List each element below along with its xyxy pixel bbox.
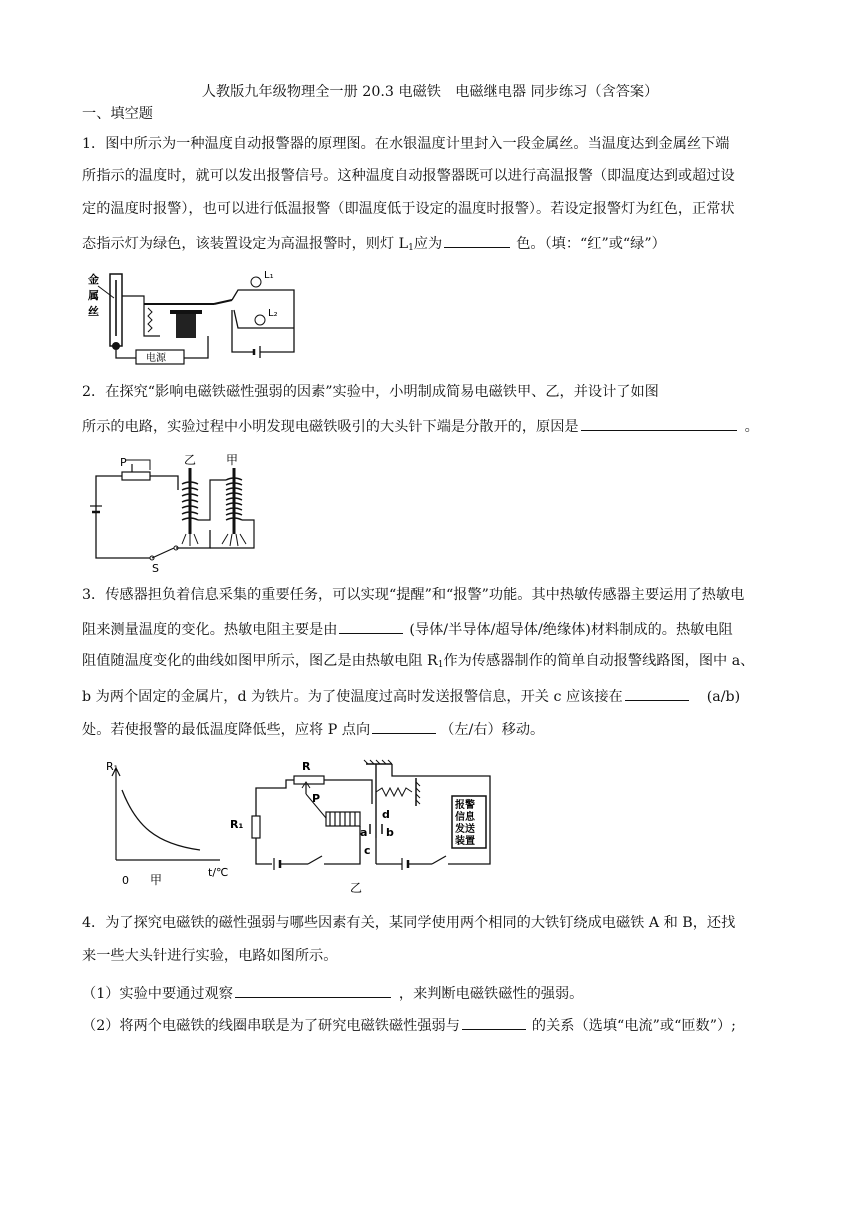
q3-text: (a/b) xyxy=(706,689,741,705)
q3-subscript: 1 xyxy=(437,660,444,670)
q2-text: 。 xyxy=(744,419,759,435)
q4-text: ，来判断电磁铁磁性的强弱。 xyxy=(398,986,584,1002)
q1-fig-label: L₁ xyxy=(264,270,274,281)
q3-text: 阻来测量温度的变化。热敏电阻主要是由 xyxy=(82,622,338,638)
q1-fig-label: L₂ xyxy=(268,308,278,319)
q1-line-1: 1．图中所示为一种温度自动报警器的原理图。在水银温度计里封入一段金属丝。当温度达到金属丝下端 xyxy=(82,136,730,152)
q3-text: （左/右）移动。 xyxy=(440,722,545,738)
q4-line-2: 来一些大头针进行实验，电路如图所示。 xyxy=(82,948,338,964)
q3-axis-y-label: R₁ xyxy=(106,760,119,773)
q3-fig-label: R xyxy=(302,760,311,773)
q3-caption-yi: 乙 xyxy=(350,881,363,894)
q2-fig-label: 甲 xyxy=(226,453,239,467)
q4-answer-blank-factor[interactable] xyxy=(462,1014,526,1030)
q3-alarm-box-text: 报警 xyxy=(455,800,475,811)
q3-text: 作为传感器制作的简单自动报警线路图，图中 a、 xyxy=(443,653,755,669)
q3-figure-yi-alarm-circuit xyxy=(226,758,496,894)
q1-text: 色。（填：“红”或“绿”） xyxy=(516,236,666,252)
q1-text: 态指示灯为绿色，该装置设定为高温报警时，则灯 L xyxy=(82,236,409,252)
q3-line-3 xyxy=(82,651,754,675)
q3-alarm-box-text: 信息 xyxy=(455,812,475,823)
q3-text: b 为两个固定的金属片，d 为铁片。为了使温度过高时发送报警信息，开关 c 应该接在 xyxy=(82,689,623,705)
q4-part-2 xyxy=(82,1014,736,1036)
document-title: 人教版九年级物理全一册 20.3 电磁铁 电磁继电器 同步练习（含答案） xyxy=(201,84,659,100)
section-heading: 一、填空题 xyxy=(82,106,153,122)
q4-part-1 xyxy=(82,982,583,1004)
q3-fig-label: c xyxy=(364,844,371,857)
q3-line-1: 3．传感器担负着信息采集的重要任务，可以实现“提醒”和“报警”功能。其中热敏传感器主要运用了热敏电 xyxy=(82,587,745,603)
q4-text: （2）将两个电磁铁的线圈串联是为了研究电磁铁磁性强弱与 xyxy=(82,1018,460,1034)
q1-text: 应为 xyxy=(413,236,443,252)
q3-answer-blank-switch[interactable] xyxy=(625,685,689,701)
q3-axis-x-label: t/℃ xyxy=(208,866,229,879)
q1-line-4 xyxy=(82,232,666,258)
q3-fig-label: P xyxy=(312,792,321,805)
q1-figure-alarm-circuit xyxy=(84,266,304,366)
q3-origin-label: 0 xyxy=(122,874,129,887)
q2-line-1: 2．在探究“影响电磁铁磁性强弱的因素”实验中，小明制成简易电磁铁甲、乙，并设计了如图 xyxy=(82,384,659,400)
q1-fig-label: 属 xyxy=(88,289,99,302)
q1-fig-label: 丝 xyxy=(88,305,99,318)
q4-line-1: 4．为了探究电磁铁的磁性强弱与哪些因素有关，某同学使用两个相同的大铁钉绕成电磁铁 A 和 B，还找 xyxy=(82,915,736,931)
q3-text: (导体/半导体/超导体/绝缘体)材料制成的。热敏电阻 xyxy=(409,622,733,638)
q3-answer-blank-direction[interactable] xyxy=(372,718,436,734)
q3-caption-jia: 甲 xyxy=(150,873,163,887)
q1-fig-label: 电源 xyxy=(146,353,166,364)
q3-line-2 xyxy=(82,618,733,640)
q4-text: 的关系（选填“电流”或“匝数”）; xyxy=(531,1018,736,1034)
q3-figure-jia-rt-graph xyxy=(96,760,236,890)
q3-text: 处。若使报警的最低温度降低些，应将 P 点向 xyxy=(82,722,371,738)
q2-line-2 xyxy=(82,415,759,437)
q2-fig-label: 乙 xyxy=(184,453,197,467)
q3-fig-label: a xyxy=(360,826,368,839)
q2-text: 所示的电路，实验过程中小明发现电磁铁吸引的大头针下端是分散开的，原因是 xyxy=(82,419,579,435)
q3-line-5 xyxy=(82,718,544,740)
q4-text: （1）实验中要通过观察 xyxy=(82,986,233,1002)
q1-line-2: 所指示的温度时，就可以发出报警信号。这种温度自动报警器既可以进行高温报警（即温度达到或超过设 xyxy=(82,168,735,184)
q1-fig-label: 金 xyxy=(88,273,99,286)
q1-answer-blank[interactable] xyxy=(444,232,510,248)
q3-fig-label: b xyxy=(386,826,394,839)
q3-answer-blank-material[interactable] xyxy=(339,618,403,634)
q4-answer-blank-observe[interactable] xyxy=(235,982,391,998)
q3-alarm-box-text: 装置 xyxy=(455,836,475,847)
q2-answer-blank[interactable] xyxy=(581,415,737,431)
q3-alarm-box-text: 发送 xyxy=(455,824,475,835)
q3-fig-label: R₁ xyxy=(230,818,244,831)
q1-line-3: 定的温度时报警），也可以进行低温报警（即温度低于设定的温度时报警）。若设定报警灯为红色，正常状 xyxy=(82,201,735,217)
q3-fig-label: d xyxy=(382,808,390,821)
q2-figure-electromagnet-circuit xyxy=(90,450,260,576)
q2-fig-label: S xyxy=(152,562,159,575)
q2-fig-label: P xyxy=(120,456,127,469)
q1-subscript: 1 xyxy=(408,243,414,253)
q3-text: 阻值随温度变化的曲线如图甲所示，图乙是由热敏电阻 R xyxy=(82,653,438,669)
q3-line-4 xyxy=(82,685,740,707)
